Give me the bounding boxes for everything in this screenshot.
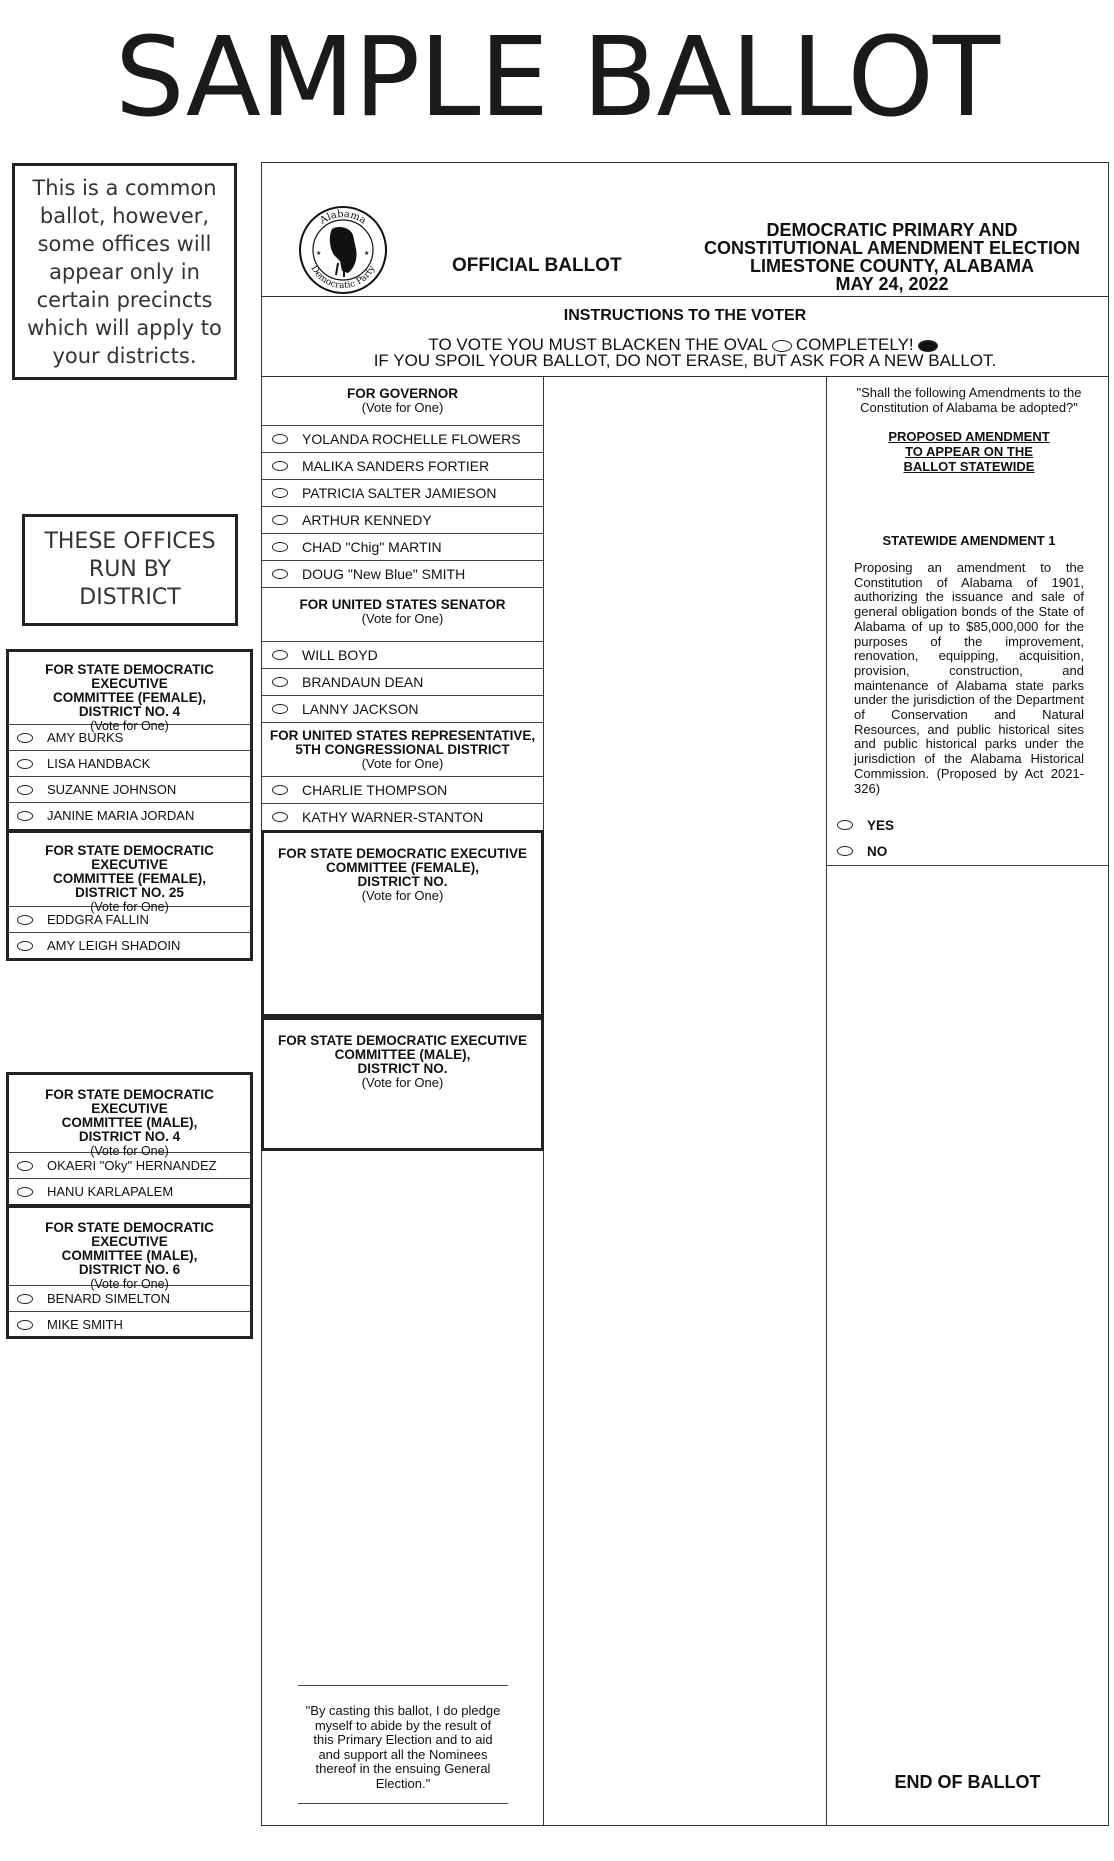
amendment-text: Proposing an amendment to the Constitution of Alabama of 1901, authorizing the issuance and sale of general obligation bonds of the State of Alabama of up to $85,000,000 for the purposes of the improvement, renovation, equipping, acquisition, provision, construction, and maintenance of Alabama state parks under the jurisdiction of the Department of Conservation and Natural Resources, and public historical sites and public historical parks under the jurisdiction of the Alabama Historical Commission. (Proposed by Act 2021-326) <box>854 560 1084 796</box>
candidate-name: CHAD "Chig" MARTIN <box>302 539 442 555</box>
candidate-option[interactable] <box>9 932 250 958</box>
proposed-line: PROPOSED AMENDMENT <box>888 429 1050 444</box>
democratic-party-seal-icon <box>298 205 388 295</box>
seal-bottom-text: Democratic Party <box>308 264 378 292</box>
vote-oval-icon[interactable] <box>837 846 853 856</box>
candidate-option[interactable] <box>262 641 543 668</box>
race-vote-for: (Vote for One) <box>90 719 169 733</box>
race-title: FOR GOVERNOR <box>346 386 458 401</box>
candidate-name: CHARLIE THOMPSON <box>302 782 448 798</box>
vote-oval-icon[interactable] <box>272 677 288 687</box>
amendment-no-option[interactable] <box>837 839 1037 863</box>
election-title-line: CONSTITUTIONAL AMENDMENT ELECTION <box>704 238 1080 258</box>
race-title-line: FOR STATE DEMOCRATIC EXECUTIVE <box>45 662 214 691</box>
candidate-option[interactable] <box>262 560 543 587</box>
vote-oval-icon[interactable] <box>17 1161 33 1171</box>
candidate-name: EDDGRA FALLIN <box>47 912 149 927</box>
amendment-proposed-heading <box>851 429 1087 474</box>
race-header-representative <box>262 722 543 776</box>
vote-oval-icon[interactable] <box>272 812 288 822</box>
race-vote-for: (Vote for One) <box>90 1277 169 1291</box>
instructions-line-2: IF YOU SPOIL YOUR BALLOT, DO NOT ERASE, BUT ASK FOR A NEW BALLOT. <box>373 351 997 370</box>
district-race-header <box>9 833 250 914</box>
candidate-option[interactable] <box>262 695 543 722</box>
vote-oval-icon[interactable] <box>272 488 288 498</box>
district-race-header <box>9 652 250 733</box>
candidate-name: AMY LEIGH SHADOIN <box>47 938 181 953</box>
race-title-line: COMMITTEE (FEMALE), <box>53 690 206 705</box>
vote-oval-icon[interactable] <box>272 569 288 579</box>
vote-oval-icon[interactable] <box>272 785 288 795</box>
amendment-question: "Shall the following Amendments to the Constitution of Alabama be adopted?" <box>856 385 1082 415</box>
end-of-ballot: END OF BALLOT <box>894 1772 1041 1792</box>
ballot-header <box>262 163 1108 297</box>
vote-oval-icon[interactable] <box>17 941 33 951</box>
race-vote-for: (Vote for One) <box>90 900 169 914</box>
vote-oval-icon[interactable] <box>17 1294 33 1304</box>
candidate-name: KATHY WARNER-STANTON <box>302 809 484 825</box>
race-title-line: DISTRICT NO. 25 <box>75 885 184 900</box>
vote-oval-icon[interactable] <box>17 759 33 769</box>
candidate-option[interactable] <box>262 506 543 533</box>
instructions-line-1a: TO VOTE YOU MUST BLACKEN THE OVAL <box>428 335 768 354</box>
candidate-option[interactable] <box>262 452 543 479</box>
race-sdec-male <box>261 1017 544 1151</box>
candidate-option[interactable] <box>262 803 543 830</box>
candidate-name: SUZANNE JOHNSON <box>47 782 177 797</box>
instructions-line-1b: COMPLETELY! <box>795 335 914 354</box>
vote-oval-icon[interactable] <box>272 704 288 714</box>
race-vote-for: (Vote for One) <box>361 888 444 903</box>
election-title-line: DEMOCRATIC PRIMARY AND <box>766 220 1018 240</box>
vote-oval-icon[interactable] <box>837 820 853 830</box>
candidate-option[interactable] <box>262 776 543 803</box>
candidate-option[interactable] <box>262 479 543 506</box>
race-header-senator <box>262 587 543 641</box>
race-vote-for: (Vote for One) <box>361 400 444 415</box>
race-sdec-female <box>261 830 544 1017</box>
candidate-name: LANNY JACKSON <box>302 701 419 717</box>
race-title-line: DISTRICT NO. <box>357 874 448 889</box>
district-race-header <box>9 1208 250 1291</box>
district-offices-note-text: THESE OFFICES RUN BY DISTRICT <box>44 529 216 610</box>
race-title-line: COMMITTEE (MALE), <box>61 1115 198 1130</box>
district-race-header <box>9 1075 250 1158</box>
candidate-name: LISA HANDBACK <box>47 756 151 771</box>
candidate-option[interactable] <box>262 533 543 560</box>
vote-oval-icon[interactable] <box>17 733 33 743</box>
ballot-column-2 <box>544 377 827 1825</box>
candidate-name: OKAERI "Oky" HERNANDEZ <box>47 1158 217 1173</box>
ballot-column-1 <box>262 377 544 1825</box>
race-vote-for: (Vote for One) <box>361 756 444 771</box>
race-title: FOR UNITED STATES SENATOR <box>299 597 506 612</box>
race-title-line: 5TH CONGRESSIONAL DISTRICT <box>295 742 510 757</box>
candidate-name: ARTHUR KENNEDY <box>302 512 432 528</box>
candidate-name: HANU KARLAPALEM <box>47 1184 174 1199</box>
race-title-line: FOR STATE DEMOCRATIC EXECUTIVE <box>45 1220 214 1249</box>
voter-pledge: "By casting this ballot, I do pledge myself to abide by the result of this Primary Election and to aid and support all the Nominees thereof in the ensuing General Election." <box>298 1685 508 1804</box>
race-title-line: COMMITTEE (FEMALE), <box>326 860 479 875</box>
vote-oval-icon[interactable] <box>17 785 33 795</box>
filled-oval-icon <box>918 340 938 352</box>
district-offices-note <box>22 514 238 626</box>
official-ballot-sheet <box>261 162 1109 1826</box>
candidate-name: YOLANDA ROCHELLE FLOWERS <box>302 431 521 447</box>
election-title <box>682 221 1102 293</box>
vote-oval-icon[interactable] <box>272 650 288 660</box>
race-title-line: FOR STATE DEMOCRATIC EXECUTIVE <box>277 846 527 861</box>
race-title-line: FOR UNITED STATES REPRESENTATIVE, <box>269 728 536 743</box>
candidate-name: BRANDAUN DEAN <box>302 674 424 690</box>
empty-oval-icon <box>772 340 792 352</box>
option-label: YES <box>867 817 895 833</box>
proposed-line: BALLOT STATEWIDE <box>903 459 1035 474</box>
race-title-line: DISTRICT NO. <box>357 1061 448 1076</box>
race-title-line: DISTRICT NO. 4 <box>78 1129 181 1144</box>
district-race-female-4 <box>6 649 253 832</box>
candidate-option[interactable] <box>9 1178 250 1204</box>
race-title-line: COMMITTEE (MALE), <box>61 1248 198 1263</box>
race-vote-for: (Vote for One) <box>361 611 444 626</box>
candidate-option[interactable] <box>9 776 250 802</box>
candidate-option[interactable] <box>9 802 250 828</box>
candidate-name: MALIKA SANDERS FORTIER <box>302 458 490 474</box>
candidate-name: PATRICIA SALTER JAMIESON <box>302 485 497 501</box>
race-title-line: COMMITTEE (FEMALE), <box>53 871 206 886</box>
instructions-title: INSTRUCTIONS TO THE VOTER <box>563 307 807 324</box>
candidate-name: DOUG "New Blue" SMITH <box>302 566 466 582</box>
official-ballot-label: OFFICIAL BALLOT <box>452 255 622 276</box>
district-race-female-25 <box>6 830 253 961</box>
race-vote-for: (Vote for One) <box>90 1144 169 1158</box>
ballot-column-3 <box>827 377 1108 1825</box>
election-title-line: MAY 24, 2022 <box>835 274 949 294</box>
amendment-title: STATEWIDE AMENDMENT 1 <box>882 533 1056 548</box>
candidate-name: BENARD SIMELTON <box>47 1291 171 1306</box>
race-title-line: DISTRICT NO. 6 <box>78 1262 181 1277</box>
option-label: NO <box>867 843 888 859</box>
race-title-line: FOR STATE DEMOCRATIC EXECUTIVE <box>45 843 214 872</box>
race-title-line: FOR STATE DEMOCRATIC EXECUTIVE <box>277 1033 527 1048</box>
vote-oval-icon[interactable] <box>17 1320 33 1330</box>
district-race-male-6 <box>6 1205 253 1339</box>
vote-oval-icon[interactable] <box>17 915 33 925</box>
election-title-line: LIMESTONE COUNTY, ALABAMA <box>749 256 1034 276</box>
candidate-name: JANINE MARIA JORDAN <box>47 808 195 823</box>
amendment-yes-option[interactable] <box>837 813 1037 837</box>
common-ballot-note <box>12 163 237 380</box>
svg-text:★: ★ <box>316 251 322 257</box>
race-title-line: COMMITTEE (MALE), <box>334 1047 471 1062</box>
candidate-option[interactable] <box>9 750 250 776</box>
divider <box>827 865 1108 866</box>
race-header-governor <box>262 377 543 419</box>
candidate-name: WILL BOYD <box>302 647 378 663</box>
seal-top-text: Alabama <box>318 208 368 227</box>
candidate-name: AMY BURKS <box>47 730 124 745</box>
race-title-line: FOR STATE DEMOCRATIC EXECUTIVE <box>45 1087 214 1116</box>
vote-oval-icon[interactable] <box>272 461 288 471</box>
race-title-line: DISTRICT NO. 4 <box>78 704 181 719</box>
vote-oval-icon[interactable] <box>272 542 288 552</box>
proposed-line: TO APPEAR ON THE <box>905 444 1033 459</box>
page-title: SAMPLE BALLOT <box>114 13 1000 141</box>
voter-instructions <box>262 297 1108 377</box>
candidate-option[interactable] <box>9 1311 250 1337</box>
svg-text:★: ★ <box>364 251 370 257</box>
vote-oval-icon[interactable] <box>272 515 288 525</box>
district-race-male-4 <box>6 1072 253 1207</box>
candidate-name: MIKE SMITH <box>47 1317 123 1332</box>
candidate-option[interactable] <box>262 425 543 452</box>
vote-oval-icon[interactable] <box>17 811 33 821</box>
race-vote-for: (Vote for One) <box>361 1075 444 1090</box>
common-ballot-note-text: This is a common ballot, however, some offices will appear only in certain precincts which will apply to your districts. <box>27 175 222 368</box>
candidate-option[interactable] <box>262 668 543 695</box>
vote-oval-icon[interactable] <box>272 434 288 444</box>
vote-oval-icon[interactable] <box>17 1187 33 1197</box>
